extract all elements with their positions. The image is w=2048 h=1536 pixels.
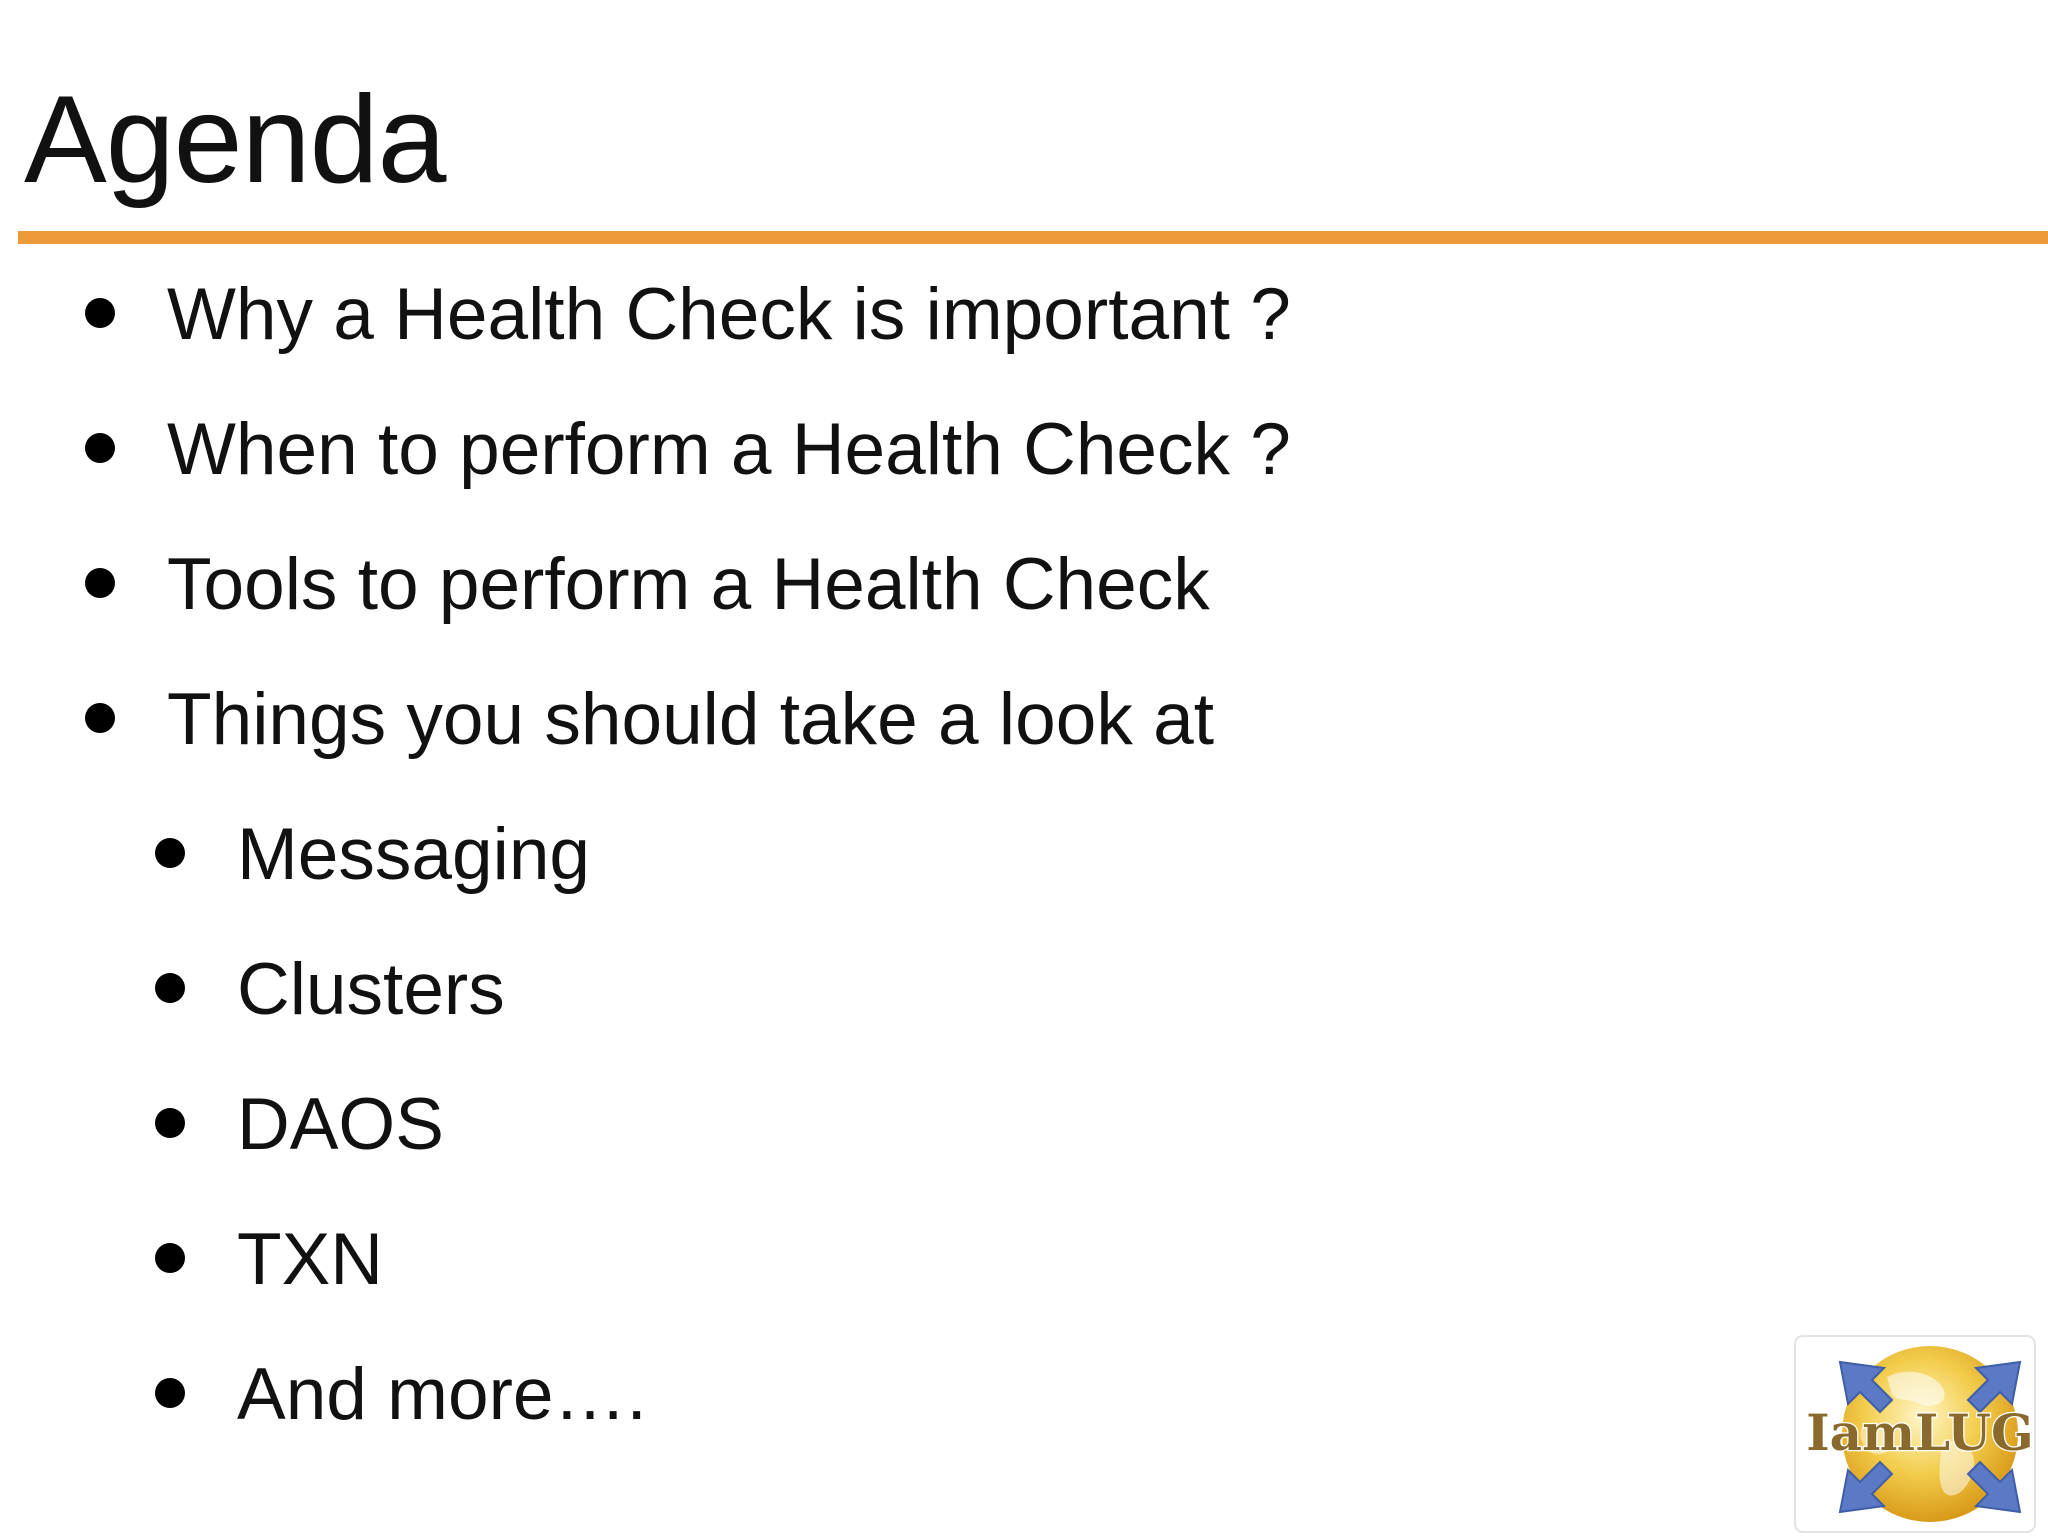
slide-title: Agenda: [24, 71, 446, 209]
bullet-dot-icon: [155, 973, 185, 1003]
sub-bullet-item: [237, 1350, 647, 1440]
bullet-text: Messaging: [237, 814, 591, 895]
bullet-text: When to perform a Health Check ?: [167, 409, 1291, 490]
sub-bullet-item: [237, 1215, 383, 1305]
bullet-text: And more….: [237, 1354, 647, 1435]
bullet-dot-icon: [85, 298, 115, 328]
bullet-dot-icon: [155, 1378, 185, 1408]
bullet-item: [167, 405, 1291, 495]
bullet-text: Tools to perform a Health Check: [167, 544, 1210, 625]
bullet-dot-icon: [85, 703, 115, 733]
bullet-item: [167, 540, 1210, 630]
bullet-dot-icon: [85, 433, 115, 463]
bullet-text: Why a Health Check is important ?: [167, 274, 1291, 355]
bullet-dot-icon: [155, 1108, 185, 1138]
iamlug-logo-icon: [1792, 1332, 2048, 1536]
title-divider: [18, 231, 2048, 244]
bullet-text: DAOS: [237, 1084, 444, 1165]
sub-bullet-item: [237, 945, 505, 1035]
sub-bullet-item: [237, 810, 590, 900]
bullet-text: TXN: [237, 1219, 383, 1300]
bullet-dot-icon: [85, 568, 115, 598]
bullet-text: Clusters: [237, 949, 505, 1030]
bullet-text: Things you should take a look at: [167, 679, 1214, 760]
bullet-dot-icon: [155, 1243, 185, 1273]
bullet-item: [167, 270, 1291, 360]
logo-text: IamLUG: [1806, 1403, 2034, 1462]
sub-bullet-item: [237, 1080, 444, 1170]
bullet-item: [167, 675, 1214, 765]
bullet-dot-icon: [155, 838, 185, 868]
